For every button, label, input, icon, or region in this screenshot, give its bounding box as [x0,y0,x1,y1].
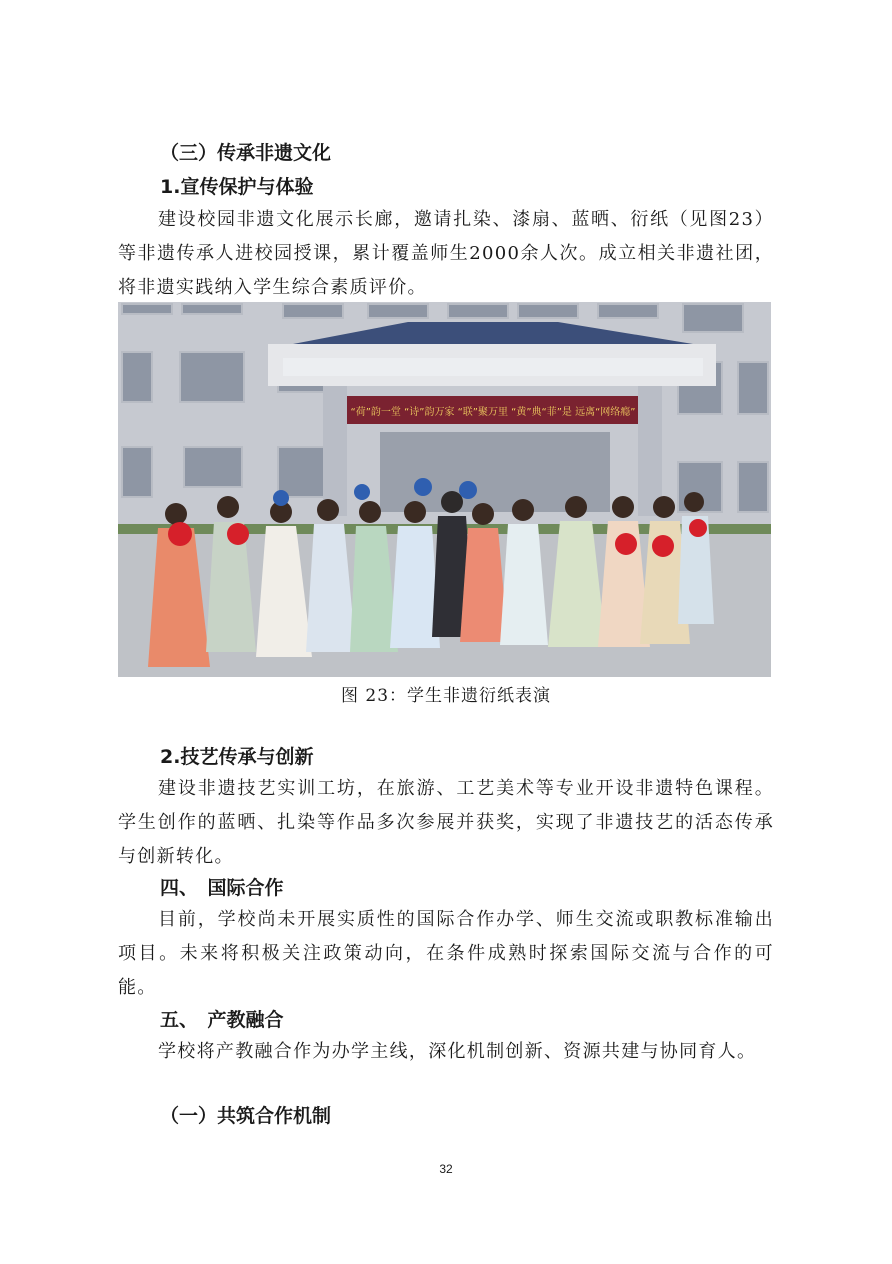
figure-caption: 图 23：学生非遗衍纸表演 [340,686,552,706]
paragraph-innovation: 建设非遗技艺实训工坊，在旅游、工艺美术等专业开设非遗特色课程。学生创作的蓝晒、扎染等作品多次参展并获奖，实现了非遗技艺的活态传承与创新转化。 [118,778,774,867]
subheading-cooperation-mechanism: （一）共筑合作机制 [160,1105,332,1127]
page-number: 32 [439,1162,453,1176]
paragraph-industry: 学校将产教融合作为办学主线，深化机制创新、资源共建与协同育人。 [158,1041,757,1062]
paragraph-promotion: 建设校园非遗文化展示长廊，邀请扎染、漆扇、蓝晒、衍纸（见图23）等非遗传承人进校园授课，累计覆盖师生2000余人次。成立相关非遗社团，将非遗实践纳入学生综合素质评价。 [118,209,774,298]
section-heading-heritage: （三）传承非遗文化 [160,142,332,164]
section-heading-industry: 五、 产教融合 [160,1009,284,1031]
subheading-promotion: 1.宣传保护与体验 [160,176,314,198]
students-performance-photo [118,302,771,677]
section-heading-international: 四、 国际合作 [160,877,284,899]
subheading-innovation: 2.技艺传承与创新 [160,746,314,768]
entrance-banner: “荷”韵一堂 “诗”韵万家 “联”聚万里 “黄”典“菲”是 远离“网络瘾” [350,407,636,418]
figure-photo [118,302,771,677]
paragraph-international: 目前，学校尚未开展实质性的国际合作办学、师生交流或职教标准输出项目。未来将积极关注政策动向，在条件成熟时探索国际交流与合作的可能。 [118,909,774,998]
